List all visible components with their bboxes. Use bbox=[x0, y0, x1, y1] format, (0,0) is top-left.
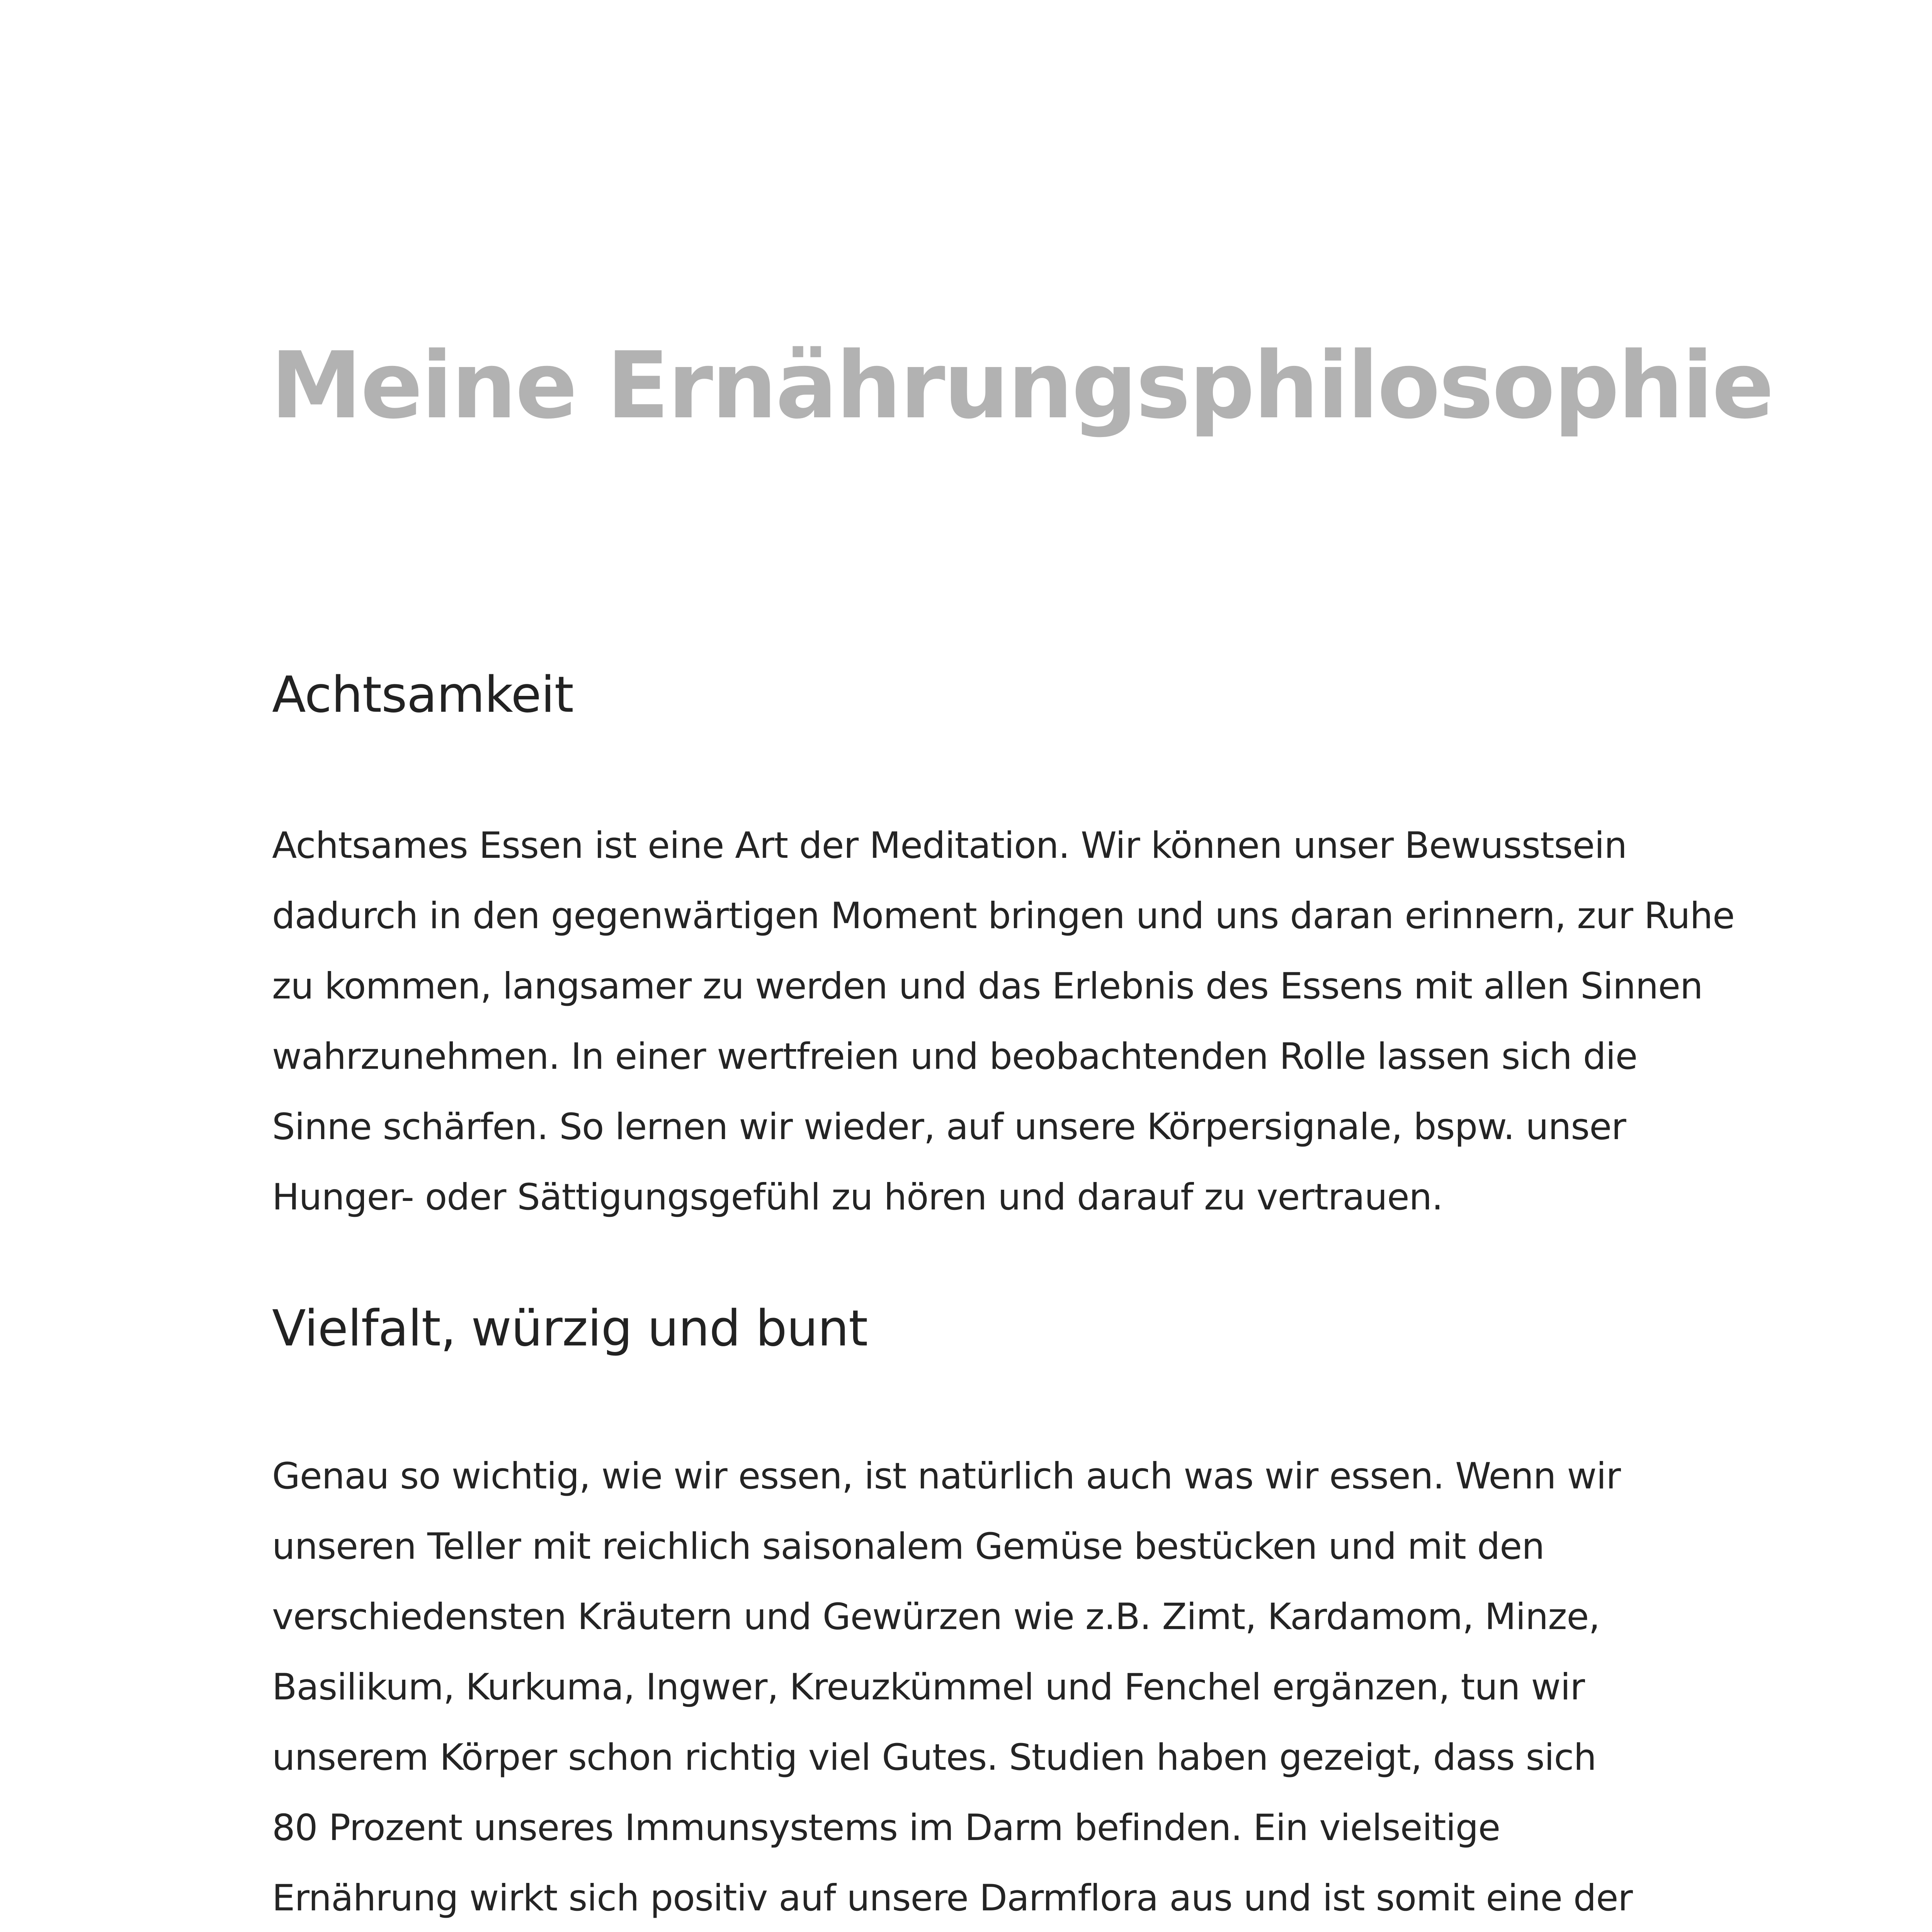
text-line: Genau so wichtig, wie wir essen, ist natürlich auch was wir essen. Wenn wir bbox=[272, 1455, 1621, 1497]
text-line: 80 Prozent unseres Immunsystems im Darm befinden. Ein vielseitige bbox=[272, 1807, 1500, 1849]
section-heading-achtsamkeit: Achtsamkeit bbox=[272, 666, 573, 724]
text-line: unseren Teller mit reichlich saisonalem Gemüse bestücken und mit den bbox=[272, 1526, 1544, 1568]
text-line: wahrzunehmen. In einer wertfreien und beobachtenden Rolle lassen sich die bbox=[272, 1036, 1638, 1078]
text-line: verschiedensten Kräutern und Gewürzen wie z.B. Zimt, Kardamom, Minze, bbox=[272, 1596, 1600, 1638]
text-line: zu kommen, langsamer zu werden und das Erlebnis des Essens mit allen Sinnen bbox=[272, 965, 1703, 1007]
text-line: Basilikum, Kurkuma, Ingwer, Kreuzkümmel und Fenchel ergänzen, tun wir bbox=[272, 1666, 1585, 1708]
page-title: Meine Ernährungsphilosophie bbox=[270, 332, 1773, 439]
text-line: Achtsames Essen ist eine Art der Meditation. Wir können unser Bewusstsein bbox=[272, 825, 1627, 867]
text-line: Sinne schärfen. So lernen wir wieder, auf unsere Körpersignale, bspw. unser bbox=[272, 1106, 1626, 1148]
text-line: Hunger- oder Sättigungsgefühl zu hören und darauf zu vertrauen. bbox=[272, 1176, 1443, 1218]
text-line: unserem Körper schon richtig viel Gutes. Studien haben gezeigt, dass sich bbox=[272, 1736, 1596, 1779]
text-line: dadurch in den gegenwärtigen Moment bringen und uns daran erinnern, zur Ruhe bbox=[272, 895, 1735, 937]
section-body-vielfalt bbox=[272, 1441, 1633, 1932]
section-heading-vielfalt: Vielfalt, würzig und bunt bbox=[272, 1300, 868, 1357]
text-line: Ernährung wirkt sich positiv auf unsere Darmflora aus und ist somit eine der bbox=[272, 1877, 1633, 1919]
section-body-achtsamkeit bbox=[272, 811, 1735, 1233]
